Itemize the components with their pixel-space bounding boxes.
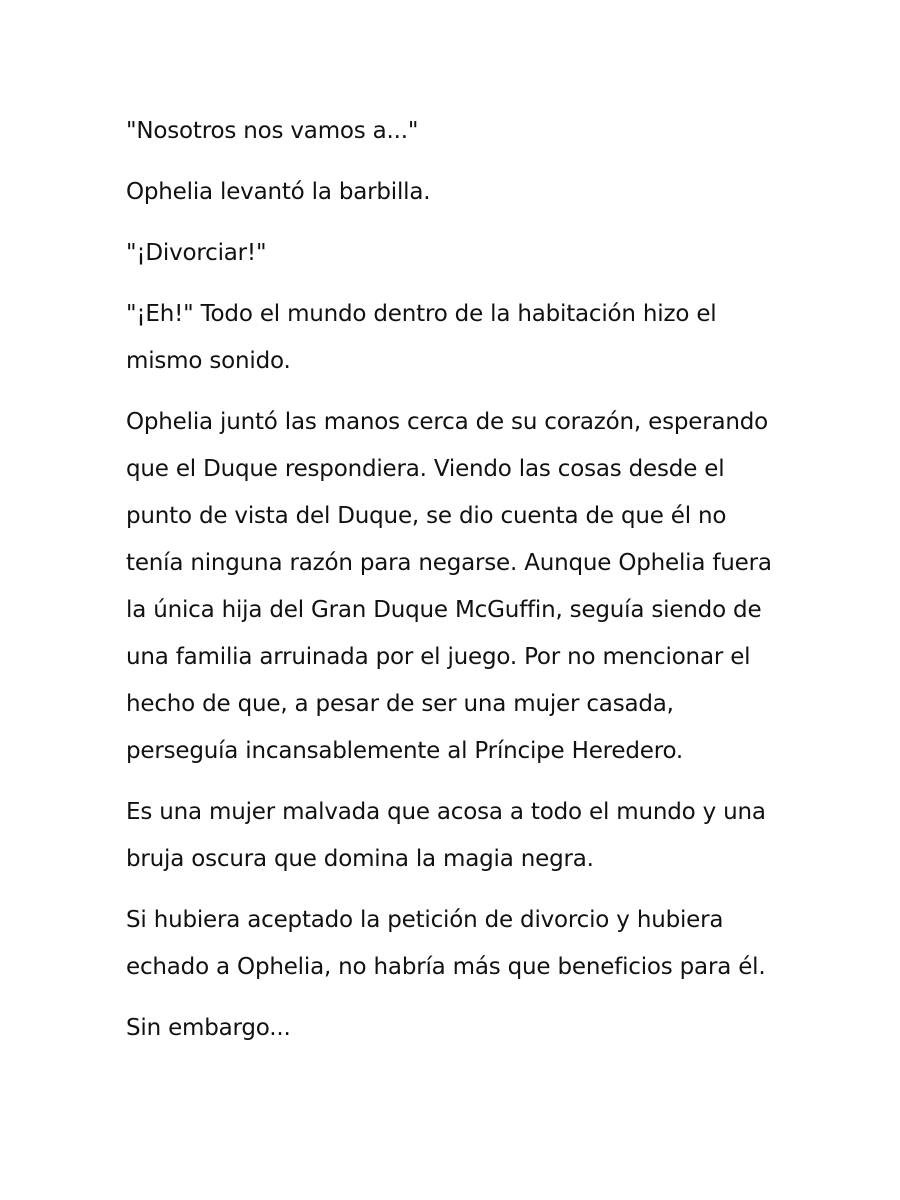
paragraph-1: "Nosotros nos vamos a..."	[126, 118, 419, 144]
paragraph-3: "¡Divorciar!"	[126, 240, 267, 266]
paragraph-8: Sin embargo...	[126, 1015, 291, 1041]
paragraph-5: Ophelia juntó las manos cerca de su corazón, esperando que el Duque respondiera. Viendo las cosas desde el punto de vista del Duque, se dio cuenta de que él no tenía ninguna razón para negarse. Aunque Ophelia fuera la única hija del Gran Duque McGuffin, seguía siendo de una familia arruinada por el juego. Por no mencionar el hecho de que, a pesar de ser una mujer casada, perseguía incansablemente al Príncipe Heredero.	[126, 409, 772, 764]
paragraph-7: Si hubiera aceptado la petición de divorcio y hubiera echado a Ophelia, no habría más que beneficios para él.	[126, 907, 766, 980]
document-page	[126, 108, 786, 1066]
paragraph-6: Es una mujer malvada que acosa a todo el mundo y una bruja oscura que domina la magia negra.	[126, 799, 766, 872]
paragraph-2: Ophelia levantó la barbilla.	[126, 179, 431, 205]
paragraph-4: "¡Eh!" Todo el mundo dentro de la habitación hizo el mismo sonido.	[126, 301, 717, 374]
